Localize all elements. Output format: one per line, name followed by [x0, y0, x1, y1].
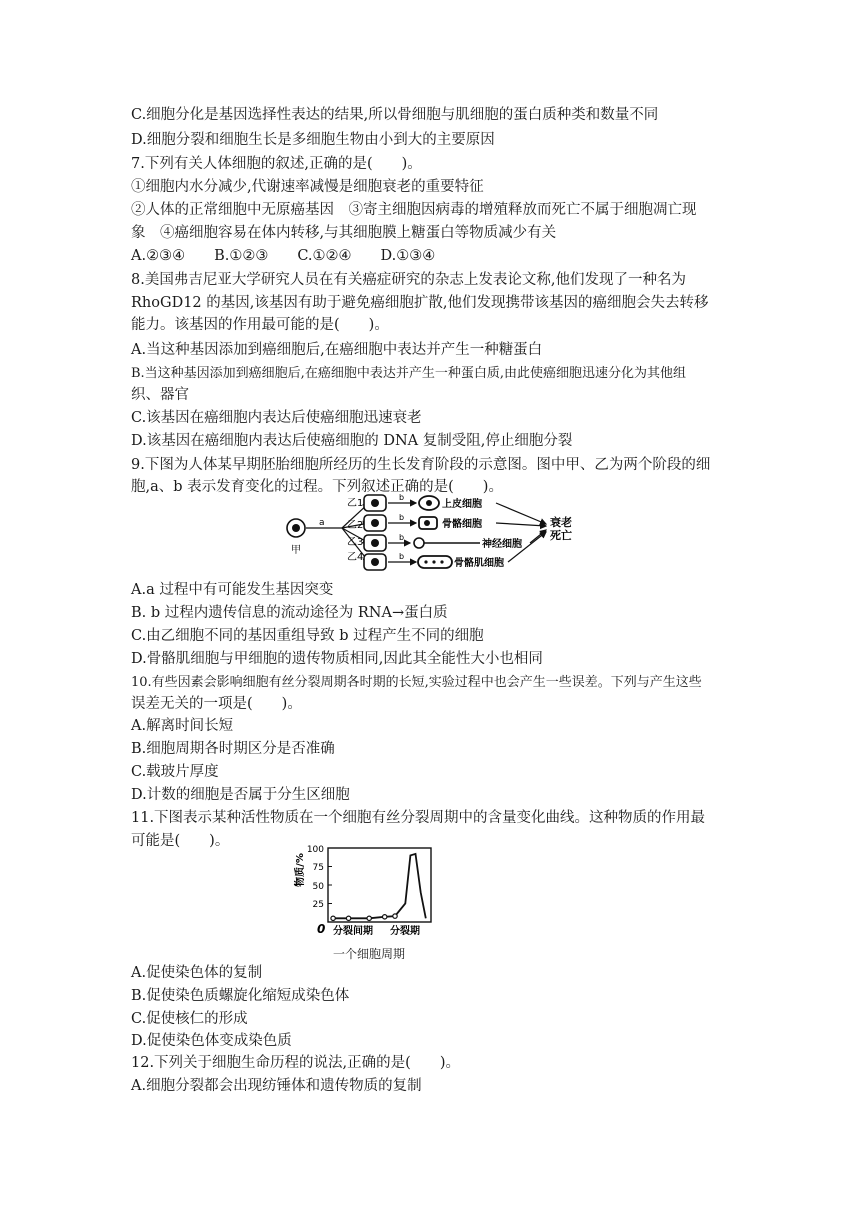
q11-option-a: A.促使染色体的复制 — [131, 965, 263, 981]
label-yi2: 乙2 — [347, 520, 364, 531]
question-10: 10.有些因素会影响细胞有丝分裂周期各时期的长短,实验过程中也会产生一些误差。下列与产生这些 — [131, 675, 702, 690]
label-b1: b — [399, 493, 405, 502]
chart-origin: 0 — [317, 922, 326, 936]
q9-option-a: A.a 过程中有可能发生基因突变 — [131, 582, 334, 598]
content-curve — [333, 854, 426, 918]
q7-statement-4: 象 ④癌细胞容易在体内转移,与其细胞膜上糖蛋白等物质减少有关 — [131, 225, 557, 241]
ytick-25: 25 — [312, 900, 324, 910]
curve-point — [393, 914, 397, 918]
q7-statement-1: ①细胞内水分减少,代谢速率减慢是细胞衰老的重要特征 — [131, 179, 484, 195]
curve-markers — [331, 914, 397, 921]
q11-option-c: C.促使核仁的形成 — [131, 1011, 248, 1027]
question-11-cont: 可能是( )。 — [131, 833, 230, 849]
chart-caption: 一个细胞周期 — [333, 947, 406, 961]
chart-ylabel: 物质/% — [295, 853, 306, 887]
label-b2: b — [399, 513, 405, 522]
q8-option-c: C.该基因在癌细胞内表达后使癌细胞迅速衰老 — [131, 410, 422, 426]
label-a: a — [319, 518, 325, 528]
label-yi1: 乙1 — [347, 498, 364, 509]
question-8-cont: RhoGD12 的基因,该基因有助于避免癌细胞扩散,他们发现携带该基因的癌细胞会失去转移 — [131, 295, 709, 311]
question-9-cont: 胞,a、b 表示发育变化的过程。下列叙述正确的是( )。 — [131, 479, 503, 495]
label-b4: b — [399, 552, 405, 561]
q7-options: A.②③④ B.①②③ C.①②④ D.①③④ — [131, 248, 436, 264]
cell-differentiation-diagram — [284, 490, 584, 574]
q8-option-d: D.该基因在癌细胞内表达后使癌细胞的 DNA 复制受阻,停止细胞分裂 — [131, 433, 573, 449]
question-8: 8.美国弗吉尼亚大学研究人员在有关癌症研究的杂志上发表论文称,他们发现了一种名为 — [131, 272, 686, 288]
curve-point — [383, 915, 387, 919]
ytick-100: 100 — [306, 845, 324, 855]
q9-option-b: B. b 过程内遗传信息的流动途径为 RNA→蛋白质 — [131, 605, 448, 621]
question-12: 12.下列关于细胞生命历程的说法,正确的是( )。 — [131, 1055, 460, 1071]
q9-option-d: D.骨骼肌细胞与甲细胞的遗传物质相同,因此其全能性大小也相同 — [131, 651, 543, 667]
q7-statement-2-3: ②人体的正常细胞中无原癌基因 ③寄主细胞因病毒的增殖释放而死亡不属于细胞凋亡现 — [131, 202, 697, 218]
option-6c: C.细胞分化是基因选择性表达的结果,所以骨细胞与肌细胞的蛋白质种类和数量不同 — [131, 107, 659, 123]
label-yi4: 乙4 — [347, 552, 364, 563]
question-7: 7.下列有关人体细胞的叙述,正确的是( )。 — [131, 156, 422, 172]
label-aging: 衰老 — [550, 516, 572, 529]
label-jia: 甲 — [291, 545, 301, 556]
label-death: 死亡 — [550, 529, 572, 542]
q9-option-c: C.由乙细胞不同的基因重组导致 b 过程产生不同的细胞 — [131, 628, 484, 644]
curve-point — [367, 916, 371, 920]
q10-option-a: A.解离时间长短 — [131, 718, 234, 734]
label-skeletal-muscle-cell: 骨骼肌细胞 — [454, 558, 504, 569]
label-b3: b — [399, 533, 405, 542]
label-nerve-cell: 神经细胞 — [482, 539, 522, 550]
label-epithelial-cell: 上皮细胞 — [442, 499, 482, 510]
label-yi3: 乙3 — [347, 537, 364, 548]
q8-option-a: A.当这种基因添加到癌细胞后,在癌细胞中表达并产生一种糖蛋白 — [131, 342, 543, 358]
curve-point — [331, 916, 335, 920]
q12-option-a: A.细胞分裂都会出现纺锤体和遗传物质的复制 — [131, 1078, 422, 1094]
curve-point — [346, 916, 350, 920]
label-bone-cell: 骨骼细胞 — [442, 519, 482, 530]
q10-option-b: B.细胞周期各时期区分是否准确 — [131, 741, 335, 757]
option-6d: D.细胞分裂和细胞生长是多细胞生物由小到大的主要原因 — [131, 132, 495, 148]
q10-option-c: C.载玻片厚度 — [131, 764, 219, 780]
cell-jia — [287, 519, 305, 537]
ytick-50: 50 — [312, 882, 324, 892]
q11-option-d: D.促使染色体变成染色质 — [131, 1033, 292, 1049]
q11-option-b: B.促使染色质螺旋化缩短成染色体 — [131, 988, 350, 1004]
cells-yi — [364, 495, 386, 570]
q10-option-d: D.计数的细胞是否属于分生区细胞 — [131, 787, 350, 803]
question-9: 9.下图为人体某早期胚胎细胞所经历的生长发育阶段的示意图。图中甲、乙为两个阶段的细 — [131, 457, 711, 473]
arrows-to-aging — [496, 503, 546, 562]
question-11: 11.下图表示某种活性物质在一个细胞有丝分裂周期中的含量变化曲线。这种物质的作用最 — [131, 810, 706, 826]
xlabel-division-phase: 分裂期 — [390, 926, 420, 937]
xlabel-interphase: 分裂间期 — [333, 926, 373, 937]
question-8-end: 能力。该基因的作用最可能的是( )。 — [131, 317, 389, 333]
question-10-cont: 误差无关的一项是( )。 — [131, 696, 302, 712]
q8-option-b-cont: 织、器官 — [131, 387, 189, 403]
q8-option-b: B.当这种基因添加到癌细胞后,在癌细胞中表达并产生一种蛋白质,由此使癌细胞迅速分化为其他组 — [131, 366, 686, 381]
ytick-75: 75 — [312, 863, 324, 873]
